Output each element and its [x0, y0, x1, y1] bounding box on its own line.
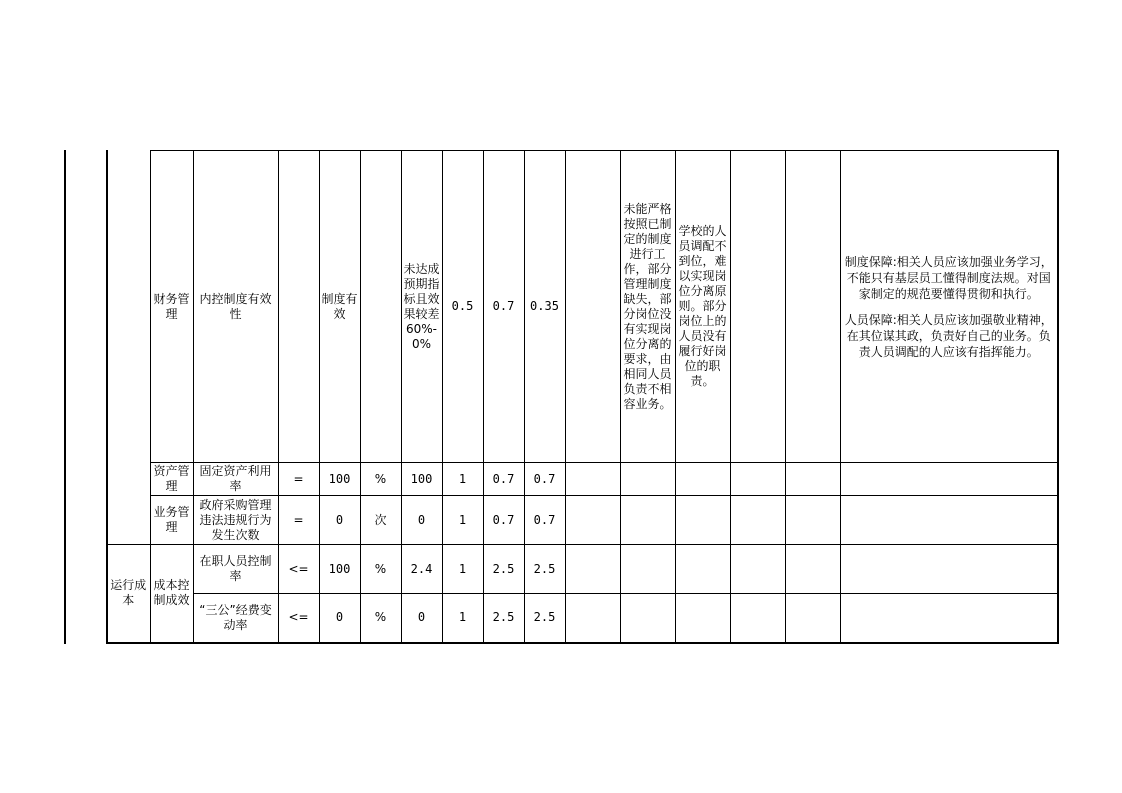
blank-cell: [840, 496, 1058, 545]
blank-cell: [840, 594, 1058, 643]
remark-personnel-guarantee: 人员保障:相关人员应该加强敬业精神，在其位谋其政，负责好自己的业务。负责人员调配的人应该有指挥能力。: [844, 312, 1053, 359]
weight-cell: 1: [442, 545, 483, 594]
actual-cell: 100: [401, 463, 442, 496]
blank-cell: [565, 463, 620, 496]
table-row-staff-control: [107, 545, 1058, 594]
table-row-financial-management: [107, 151, 1058, 463]
weight-cell: 0.5: [442, 151, 483, 463]
score-cell: 2.5: [524, 545, 565, 594]
operator-cell: <=: [278, 594, 319, 643]
operator-cell: =: [278, 496, 319, 545]
blank-cell: [675, 463, 730, 496]
score-rate-cell: 0.7: [483, 463, 524, 496]
performance-evaluation-table: [107, 150, 1059, 644]
weight-cell: 1: [442, 496, 483, 545]
unit-cell: %: [360, 545, 401, 594]
blank-cell: [730, 594, 785, 643]
indicator-cell: 内控制度有效性: [193, 151, 278, 463]
blank-cell: [565, 545, 620, 594]
score-rate-cell: 2.5: [483, 545, 524, 594]
weight-cell: 1: [442, 594, 483, 643]
blank-cell: [785, 545, 840, 594]
blank-cell: [565, 496, 620, 545]
blank-cell: [675, 545, 730, 594]
score-cell: 0.35: [524, 151, 565, 463]
weight-cell: 1: [442, 463, 483, 496]
target-cell: 100: [319, 545, 360, 594]
blank-cell: [620, 545, 675, 594]
blank-cell: [785, 594, 840, 643]
operator-cell: [278, 151, 319, 463]
operator-cell: <=: [278, 545, 319, 594]
reason-analysis-cell: 学校的人员调配不到位，难以实现岗位分离原则。部分岗位上的人员没有履行好岗位的职责。: [675, 151, 730, 463]
unit-cell: %: [360, 463, 401, 496]
actual-cell: 0: [401, 594, 442, 643]
table-row-three-public-expenses: [107, 594, 1058, 643]
subcategory-cell: 成本控制成效: [150, 545, 193, 643]
target-cell: 100: [319, 463, 360, 496]
indicator-cell: 在职人员控制率: [193, 545, 278, 594]
blank-cell-2: [730, 151, 785, 463]
blank-cell: [840, 545, 1058, 594]
score-rate-cell: 0.7: [483, 151, 524, 463]
table-row-asset-management: [107, 463, 1058, 496]
blank-cell: [785, 496, 840, 545]
actual-cell: 2.4: [401, 545, 442, 594]
unit-cell: %: [360, 594, 401, 643]
left-margin-rule: [64, 150, 66, 644]
blank-cell: [730, 463, 785, 496]
blank-cell: [785, 463, 840, 496]
blank-cell-3: [785, 151, 840, 463]
category-cell: 运行成本: [107, 545, 150, 643]
blank-cell: [730, 545, 785, 594]
target-cell: 0: [319, 496, 360, 545]
score-cell: 0.7: [524, 496, 565, 545]
blank-cell: [620, 594, 675, 643]
deviation-reason-cell: 未能严格按照已制定的制度进行工作，部分管理制度缺失，部分岗位没有实现岗位分离的要求，由相同人员负责不相容业务。: [620, 151, 675, 463]
unit-cell: 次: [360, 496, 401, 545]
score-cell: 2.5: [524, 594, 565, 643]
subcategory-cell: 财务管理: [150, 151, 193, 463]
actual-cell: 0: [401, 496, 442, 545]
blank-cell: [620, 463, 675, 496]
category-cell-empty: [107, 151, 150, 545]
remarks-cell: [840, 151, 1058, 463]
actual-cell: 未达成预期指标且效果较差60%-0%: [401, 151, 442, 463]
blank-cell: [620, 496, 675, 545]
operator-cell: =: [278, 463, 319, 496]
blank-cell: [840, 463, 1058, 496]
unit-cell: [360, 151, 401, 463]
blank-cell: [675, 496, 730, 545]
blank-cell: [675, 594, 730, 643]
table-row-business-management: [107, 496, 1058, 545]
indicator-cell: 固定资产利用率: [193, 463, 278, 496]
subcategory-cell: 资产管理: [150, 463, 193, 496]
target-cell: 0: [319, 594, 360, 643]
target-cell: 制度有效: [319, 151, 360, 463]
score-cell: 0.7: [524, 463, 565, 496]
blank-cell: [730, 496, 785, 545]
blank-cell: [565, 151, 620, 463]
blank-cell: [565, 594, 620, 643]
remark-institutional-guarantee: 制度保障:相关人员应该加强业务学习，不能只有基层员工懂得制度法规。对国家制定的规范要懂得贯彻和执行。: [844, 254, 1053, 301]
score-rate-cell: 0.7: [483, 496, 524, 545]
subcategory-cell: 业务管理: [150, 496, 193, 545]
indicator-cell: 政府采购管理违法违规行为发生次数: [193, 496, 278, 545]
score-rate-cell: 2.5: [483, 594, 524, 643]
indicator-cell: “三公”经费变动率: [193, 594, 278, 643]
